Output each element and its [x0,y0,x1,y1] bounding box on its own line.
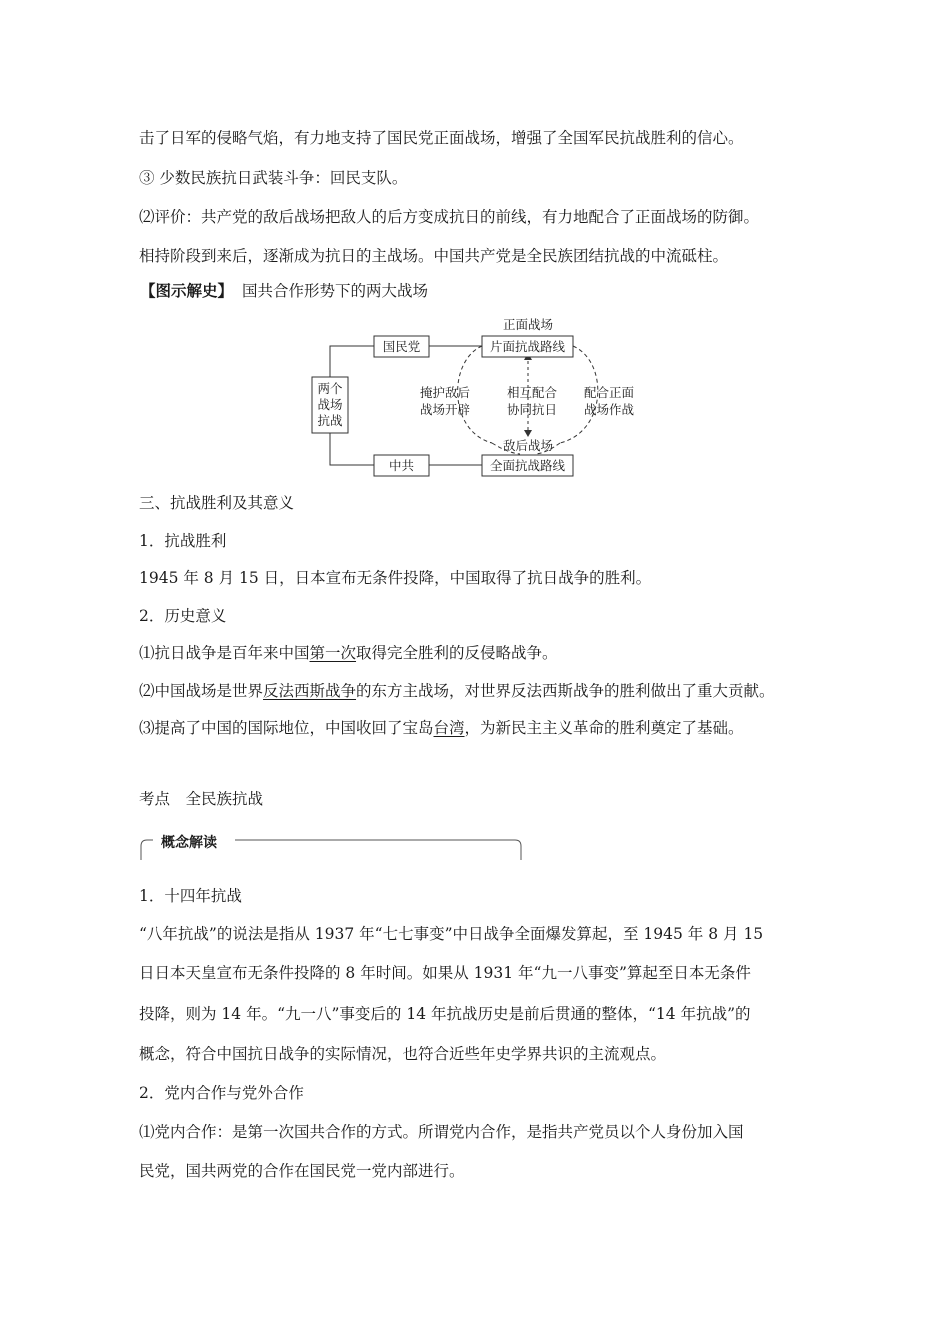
left-box-line-3: 抗战 [317,413,343,428]
item-3-pre: ⑶提高了中国的国际地位，中国收回了宝岛 [139,719,434,737]
paragraph-1: 击了日军的侵略气焰，有力地支持了国民党正面战场，增强了全国军民抗战胜利的信心。 [139,129,744,147]
figure-caption [140,281,428,301]
left-box-line-1: 两个 [317,381,343,396]
banner-title: 概念解读 [161,835,217,851]
topic-1-line-1: “八年抗战”的说法是指从 1937 年“七七事变”中日战争全面爆发算起，至 1945 年 8 月 15 [139,925,764,943]
topic-2-title: 2．党内合作与党外合作 [139,1084,304,1102]
section-3-heading: 三、抗战胜利及其意义 [139,494,295,512]
kaodian-heading: 考点 全民族抗战 [139,790,264,808]
victory-text: 1945 年 8 月 15 日，日本宣布无条件投降，中国取得了抗日战争的胜利。 [139,569,652,587]
left-note-line-2: 战场开辟 [419,402,471,417]
figure-tag: 【图示解史】 [140,281,234,300]
right-note-line-1: 配合正面 [583,385,635,400]
figure-title: 国共合作形势下的两大战场 [241,282,428,300]
item-3-underline: 台湾 [433,719,465,737]
partial-resistance-label: 片面抗战路线 [489,339,566,354]
paragraph-3: ⑵评价：共产党的敌后战场把敌人的后方变成抗日的前线，有力地配合了正面战场的防御。 [139,208,760,226]
arrow-down-head [524,430,532,437]
topic-1-line-2: 日日本天皇宣布无条件投降的 8 年时间。如果从 1931 年“九一八事变”算起至日本无条件 [139,964,751,982]
concept-banner [139,828,523,862]
significance-item-1 [139,643,558,663]
significance-item-2 [139,681,775,701]
item-2-underline: 反法西斯战争 [263,682,357,700]
item-1-post: 取得完全胜利的反侵略战争。 [356,644,558,662]
full-resistance-label: 全面抗战路线 [489,458,566,473]
topic-1-title: 1．十四年抗战 [139,887,242,905]
significance-item-3 [139,718,744,738]
paragraph-4: 相持阶段到来后，逐渐成为抗日的主战场。中国共产党是全民族团结抗战的中流砥柱。 [139,247,729,265]
item-1-pre: ⑴抗日战争是百年来中国 [139,644,310,662]
significance-title: 2．历史意义 [139,607,227,625]
ccp-label: 中共 [388,458,415,473]
topic-2-line-2: 民党，国共两党的合作在国民党一党内部进行。 [139,1162,465,1180]
topic-1-line-4: 概念，符合中国抗日战争的实际情况，也符合近些年史学界共识的主流观点。 [139,1045,667,1063]
center-note-line-2: 协同抗日 [506,402,558,417]
item-2-pre: ⑵中国战场是世界 [139,682,264,700]
victory-title: 1．抗战胜利 [139,532,227,550]
rear-battlefield-label: 敌后战场 [502,438,554,453]
paragraph-2: ③ 少数民族抗日武装斗争：回民支队。 [139,169,408,187]
right-note-line-2: 战场作战 [583,402,635,417]
battlefield-diagram [308,313,648,481]
topic-1-line-3: 投降，则为 14 年。“九一八”事变后的 14 年抗战历史是前后贯通的整体，“14 年抗战”的 [139,1005,751,1023]
item-3-post: ，为新民主主义革命的胜利奠定了基础。 [464,719,744,737]
front-battlefield-label: 正面战场 [502,317,554,332]
center-note-line-1: 相互配合 [506,385,558,400]
left-note-line-1: 掩护敌后 [419,385,471,400]
kmt-label: 国民党 [382,339,421,354]
item-2-post: 的东方主战场，对世界反法西斯战争的胜利做出了重大贡献。 [356,682,775,700]
left-box-line-2: 战场 [317,397,343,412]
topic-2-line-1: ⑴党内合作：是第一次国共合作的方式。所谓党内合作，是指共产党员以个人身份加入国 [139,1123,744,1141]
item-1-underline: 第一次 [309,644,357,662]
